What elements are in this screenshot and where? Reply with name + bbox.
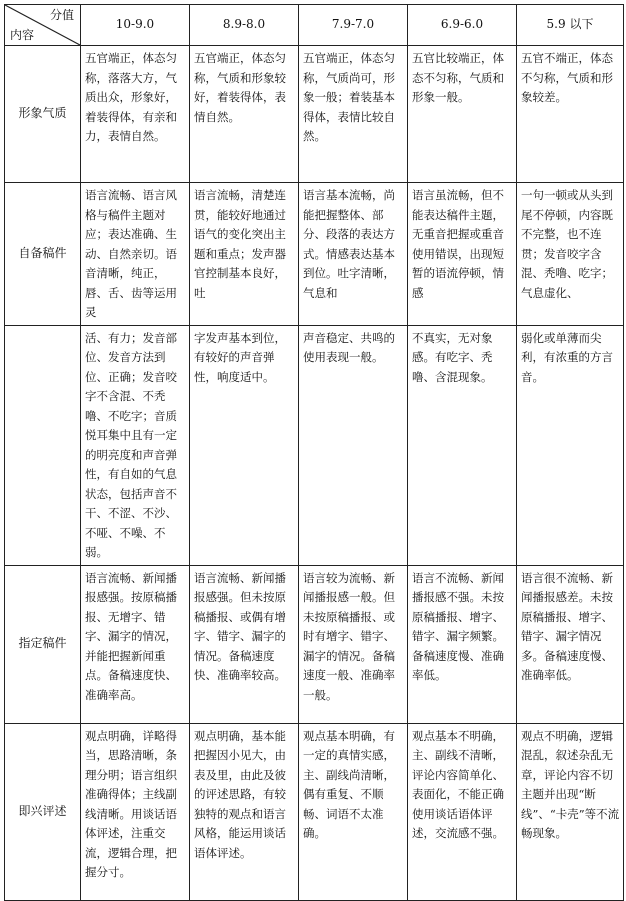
corner-label-score: 分值 [49,8,74,22]
criteria-cell: 弱化或单薄而尖利，有浓重的方言音。 [517,325,624,565]
level-header: 6.9-6.0 [408,5,517,46]
criteria-cell: 语言较为流畅、新闻播报感一般。但未按原稿播报、或时有增字、错字、漏字的情况。备稿速度一般、准确率一般。 [299,565,408,723]
corner-header-cell [5,5,81,46]
table-row [5,46,624,183]
criteria-cell: 观点基本明确，有一定的真情实感，主、副线尚清晰，偶有重复、不顺畅、词语不太准确。 [299,723,408,900]
criteria-cell: 五官端正，体态匀称，气质尚可，形象一般；着装基本得体，表情比较自然。 [299,46,408,183]
scoring-table-page [4,4,623,901]
criteria-cell: 语言虽流畅，但不能表达稿件主题，无重音把握或重音使用错误，出现短暂的语流停顿，情感 [408,183,517,326]
level-header: 5.9 以下 [517,5,624,46]
corner-label-content: 内容 [10,28,35,42]
criteria-cell: 字发声基本到位，有较好的声音弹性，响度适中。 [190,325,299,565]
criteria-cell: 观点不明确，逻辑混乱，叙述杂乱无章，评论内容不切主题并出现“断线”、“卡壳”等不流畅现象。 [517,723,624,900]
criteria-cell: 五官端正，体态匀称，气质和形象较好，着装得体，表情自然。 [190,46,299,183]
criteria-cell: 语言基本流畅，尚能把握整体、部分、段落的表达方式。情感表达基本到位。吐字清晰，气息和 [299,183,408,326]
header-row [5,5,624,46]
criteria-cell: 观点明确，基本能把握因小见大，由表及里，由此及彼的评述思路，有较独特的观点和语言风格，能运用谈话语体评述。 [190,723,299,900]
criteria-cell: 五官不端正，体态不匀称，气质和形象较差。 [517,46,624,183]
criteria-cell: 观点基本不明确，主、副线不清晰，评论内容简单化、表面化，不能正确使用谈话语体评述，交流感不强。 [408,723,517,900]
scoring-table [4,4,624,901]
category-cell [5,325,81,565]
category-cell: 指定稿件 [5,565,81,723]
level-header: 8.9-8.0 [190,5,299,46]
table-row [5,325,624,565]
level-header: 7.9-7.0 [299,5,408,46]
criteria-cell: 五官比较端正，体态不匀称，气质和形象一般。 [408,46,517,183]
category-cell: 自备稿件 [5,183,81,326]
criteria-cell: 语言流畅，清楚连贯，能较好地通过语气的变化突出主题和重点；发声器官控制基本良好，吐 [190,183,299,326]
criteria-cell: 五官端正，体态匀称，落落大方，气质出众，形象好，着装得体，有亲和力，表情自然。 [81,46,190,183]
table-row [5,723,624,900]
criteria-cell: 一句一顿或从头到尾不停顿，内容既不完整，也不连贯；发音咬字含混、秃噜、吃字；气息虚化、 [517,183,624,326]
criteria-cell: 语言流畅、语言风格与稿件主题对应；表达准确、生动、自然亲切。语音清晰，纯正，唇、舌、齿等运用灵 [81,183,190,326]
criteria-cell: 语言流畅、新闻播报感强。但未按原稿播报、或偶有增字、错字、漏字的情况。备稿速度快、准确率较高。 [190,565,299,723]
criteria-cell: 声音稳定、共鸣的使用表现一般。 [299,325,408,565]
category-cell: 形象气质 [5,46,81,183]
category-cell: 即兴评述 [5,723,81,900]
criteria-cell: 观点明确，详略得当，思路清晰，条理分明；语言组织准确得体；主线副线清晰。用谈话语体评述，注重交流，逻辑合理，把握分寸。 [81,723,190,900]
level-header: 10-9.0 [81,5,190,46]
criteria-cell: 语言很不流畅、新闻播报感差。未按原稿播报、增字、错字、漏字情况多。备稿速度慢、准确率低。 [517,565,624,723]
criteria-cell: 不真实，无对象感。有吃字、秃噜、含混现象。 [408,325,517,565]
criteria-cell: 活、有力；发音部位、发音方法到位、正确；发音咬字不含混、不秃噜、不吃字；音质悦耳集中且有一定的明亮度和声音弹性，有自如的气息状态，包括声音不干、不涩、不沙、不哑、不噪、不弱。 [81,325,190,565]
table-row [5,183,624,326]
table-row [5,565,624,723]
criteria-cell: 语言流畅、新闻播报感强。按原稿播报、无增字、错字、漏字的情况，并能把握新闻重点。备稿速度快、准确率高。 [81,565,190,723]
criteria-cell: 语言不流畅、新闻播报感不强。未按原稿播报、增字、错字、漏字频繁。备稿速度慢、准确率低。 [408,565,517,723]
